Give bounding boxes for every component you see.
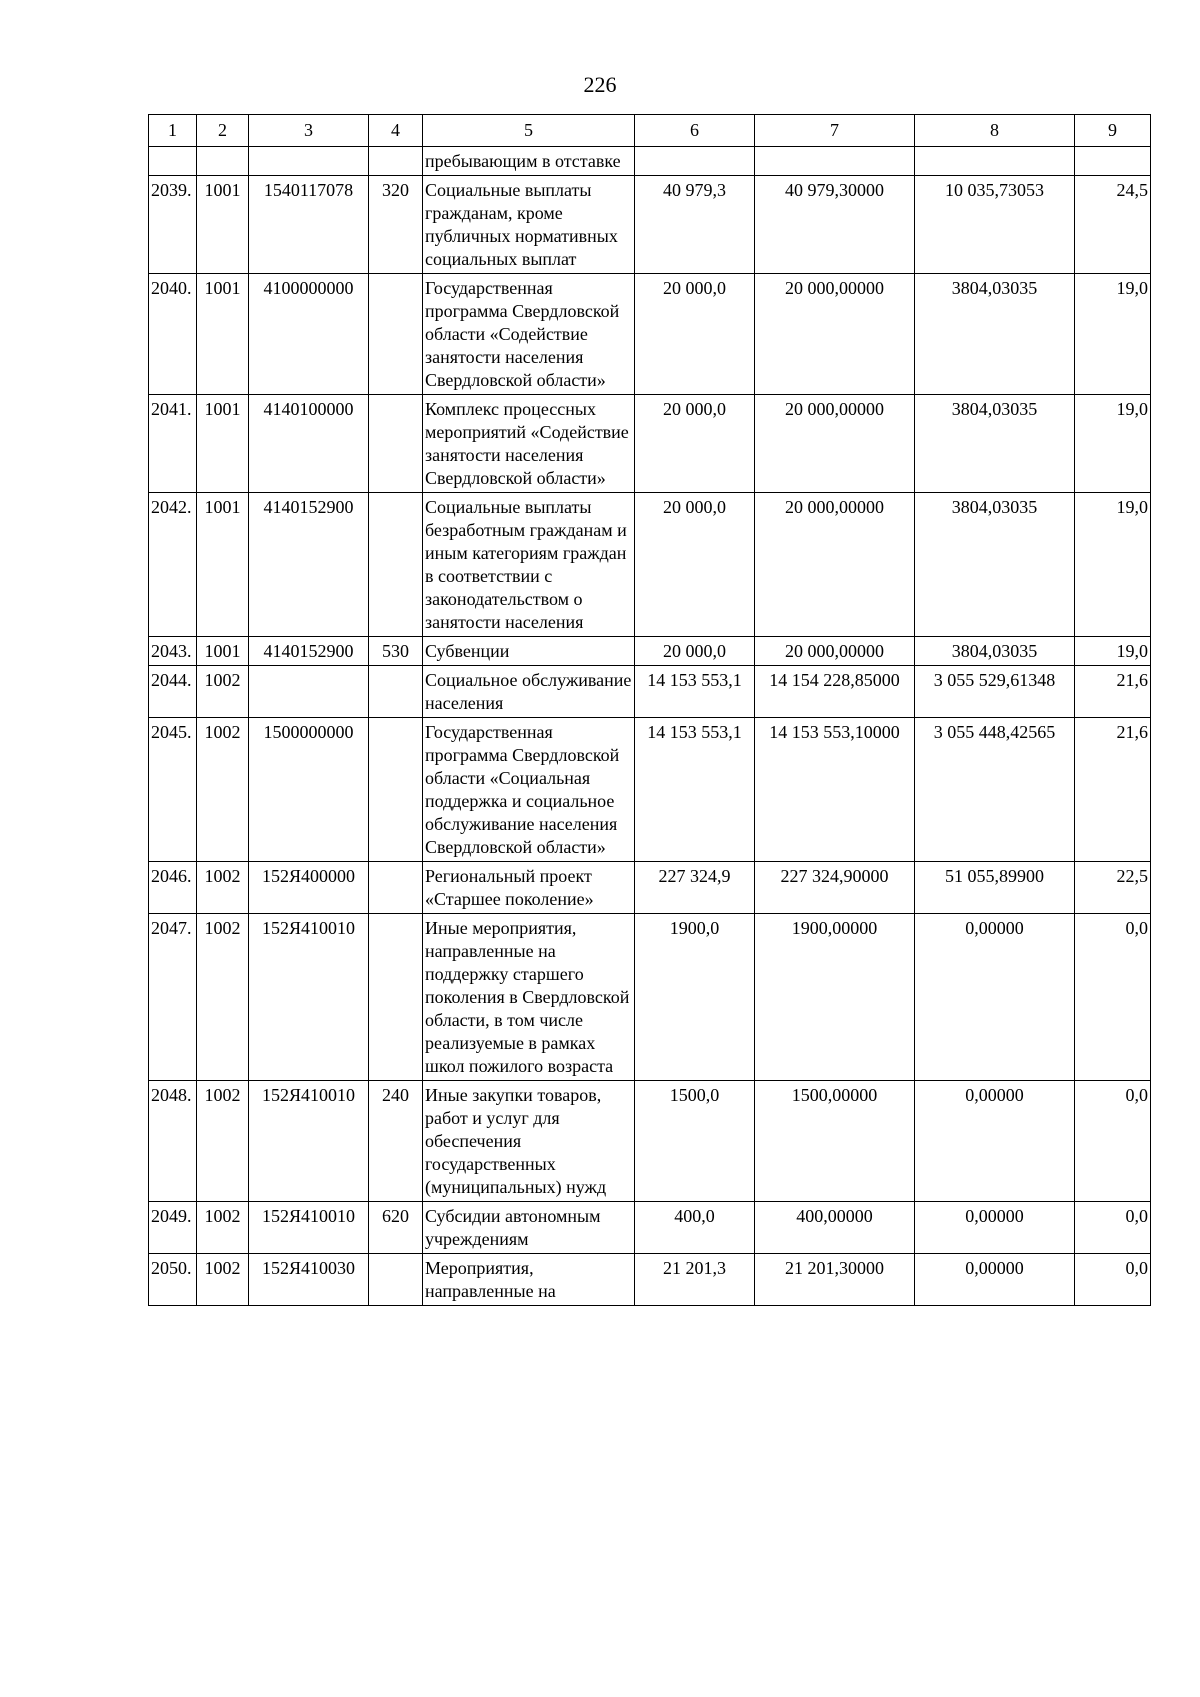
value-col9: 19,0: [1075, 395, 1151, 493]
item-name: Субсидии автономным учреждениям: [423, 1202, 635, 1254]
row-number: 2047.: [149, 914, 197, 1081]
value-col6: [635, 147, 755, 176]
section-code: [197, 147, 249, 176]
value-col7: 1900,00000: [755, 914, 915, 1081]
target-article-code: 152Я410010: [249, 1202, 369, 1254]
expense-type-code: [369, 1254, 423, 1306]
column-header: 8: [915, 115, 1075, 147]
value-col9: 0,0: [1075, 914, 1151, 1081]
value-col7: 14 153 553,10000: [755, 718, 915, 862]
item-name: Иные закупки товаров, работ и услуг для обеспечения государственных (муниципальных) нужд: [423, 1081, 635, 1202]
section-code: 1002: [197, 1081, 249, 1202]
value-col6: 227 324,9: [635, 862, 755, 914]
value-col7: 20 000,00000: [755, 637, 915, 666]
value-col7: 400,00000: [755, 1202, 915, 1254]
expense-type-code: [369, 666, 423, 718]
section-code: 1002: [197, 666, 249, 718]
column-header: 1: [149, 115, 197, 147]
section-code: 1001: [197, 493, 249, 637]
value-col6: 1900,0: [635, 914, 755, 1081]
section-code: 1002: [197, 862, 249, 914]
row-number: 2046.: [149, 862, 197, 914]
row-number: 2039.: [149, 176, 197, 274]
value-col9: 21,6: [1075, 666, 1151, 718]
row-number: 2049.: [149, 1202, 197, 1254]
column-header: 4: [369, 115, 423, 147]
expense-type-code: [369, 914, 423, 1081]
expense-type-code: 620: [369, 1202, 423, 1254]
value-col8: 0,00000: [915, 914, 1075, 1081]
table-row: [149, 1254, 1151, 1306]
row-number: 2044.: [149, 666, 197, 718]
value-col9: 22,5: [1075, 862, 1151, 914]
table-row: [149, 666, 1151, 718]
item-name: Социальные выплаты безработным гражданам и иным категориям граждан в соответствии с законодательством о занятости населения: [423, 493, 635, 637]
value-col8: 3804,03035: [915, 274, 1075, 395]
value-col7: 20 000,00000: [755, 274, 915, 395]
section-code: 1001: [197, 637, 249, 666]
value-col9: [1075, 147, 1151, 176]
table-row: [149, 176, 1151, 274]
value-col9: 24,5: [1075, 176, 1151, 274]
value-col6: 14 153 553,1: [635, 666, 755, 718]
column-header: 6: [635, 115, 755, 147]
target-article-code: 4140152900: [249, 493, 369, 637]
table-row: [149, 637, 1151, 666]
column-header: 7: [755, 115, 915, 147]
table-row: [149, 147, 1151, 176]
column-header: 2: [197, 115, 249, 147]
expense-type-code: 320: [369, 176, 423, 274]
item-name: Мероприятия, направленные на: [423, 1254, 635, 1306]
row-number: 2040.: [149, 274, 197, 395]
table-row: [149, 718, 1151, 862]
table-header-row: [149, 115, 1151, 147]
item-name: Социальное обслуживание населения: [423, 666, 635, 718]
target-article-code: 4100000000: [249, 274, 369, 395]
value-col6: 400,0: [635, 1202, 755, 1254]
column-header: 5: [423, 115, 635, 147]
value-col8: 3 055 448,42565: [915, 718, 1075, 862]
value-col8: 3804,03035: [915, 493, 1075, 637]
target-article-code: 1500000000: [249, 718, 369, 862]
value-col9: 0,0: [1075, 1202, 1151, 1254]
row-number: 2043.: [149, 637, 197, 666]
expense-type-code: 530: [369, 637, 423, 666]
value-col9: 0,0: [1075, 1254, 1151, 1306]
value-col8: 3804,03035: [915, 637, 1075, 666]
item-name: Субвенции: [423, 637, 635, 666]
value-col9: 0,0: [1075, 1081, 1151, 1202]
item-name: пребывающим в отставке: [423, 147, 635, 176]
row-number: 2045.: [149, 718, 197, 862]
item-name: Социальные выплаты гражданам, кроме публичных нормативных социальных выплат: [423, 176, 635, 274]
table-row: [149, 274, 1151, 395]
value-col7: 20 000,00000: [755, 493, 915, 637]
value-col7: [755, 147, 915, 176]
column-header: 9: [1075, 115, 1151, 147]
expense-type-code: [369, 862, 423, 914]
section-code: 1002: [197, 914, 249, 1081]
budget-table: [148, 114, 1151, 1306]
value-col8: 51 055,89900: [915, 862, 1075, 914]
table-row: [149, 493, 1151, 637]
value-col8: 3 055 529,61348: [915, 666, 1075, 718]
table-row: [149, 914, 1151, 1081]
target-article-code: [249, 147, 369, 176]
item-name: Иные мероприятия, направленные на поддержку старшего поколения в Свердловской области, в том числе реализуемые в рамках школ пожилого возраста: [423, 914, 635, 1081]
table-row: [149, 1202, 1151, 1254]
value-col9: 19,0: [1075, 637, 1151, 666]
section-code: 1001: [197, 176, 249, 274]
value-col9: 19,0: [1075, 493, 1151, 637]
target-article-code: [249, 666, 369, 718]
expense-type-code: [369, 718, 423, 862]
value-col8: 0,00000: [915, 1254, 1075, 1306]
value-col8: 3804,03035: [915, 395, 1075, 493]
value-col6: 20 000,0: [635, 395, 755, 493]
value-col8: 0,00000: [915, 1202, 1075, 1254]
target-article-code: 1540117078: [249, 176, 369, 274]
item-name: Региональный проект «Старшее поколение»: [423, 862, 635, 914]
table-row: [149, 862, 1151, 914]
value-col6: 20 000,0: [635, 274, 755, 395]
target-article-code: 152Я410010: [249, 914, 369, 1081]
value-col7: 227 324,90000: [755, 862, 915, 914]
value-col7: 20 000,00000: [755, 395, 915, 493]
target-article-code: 152Я410010: [249, 1081, 369, 1202]
expense-type-code: 240: [369, 1081, 423, 1202]
value-col6: 40 979,3: [635, 176, 755, 274]
item-name: Государственная программа Свердловской области «Социальная поддержка и социальное обслуживание населения Свердловской области»: [423, 718, 635, 862]
target-article-code: 152Я410030: [249, 1254, 369, 1306]
value-col8: [915, 147, 1075, 176]
expense-type-code: [369, 493, 423, 637]
expense-type-code: [369, 147, 423, 176]
value-col6: 21 201,3: [635, 1254, 755, 1306]
section-code: 1001: [197, 274, 249, 395]
item-name: Комплекс процессных мероприятий «Содействие занятости населения Свердловской области»: [423, 395, 635, 493]
value-col9: 19,0: [1075, 274, 1151, 395]
value-col7: 21 201,30000: [755, 1254, 915, 1306]
section-code: 1002: [197, 718, 249, 862]
page-number: 226: [583, 72, 617, 97]
row-number: 2050.: [149, 1254, 197, 1306]
value-col7: 40 979,30000: [755, 176, 915, 274]
section-code: 1001: [197, 395, 249, 493]
value-col9: 21,6: [1075, 718, 1151, 862]
expense-type-code: [369, 395, 423, 493]
target-article-code: 152Я400000: [249, 862, 369, 914]
row-number: 2048.: [149, 1081, 197, 1202]
expense-type-code: [369, 274, 423, 395]
value-col8: 0,00000: [915, 1081, 1075, 1202]
target-article-code: 4140100000: [249, 395, 369, 493]
value-col6: 1500,0: [635, 1081, 755, 1202]
section-code: 1002: [197, 1254, 249, 1306]
value-col6: 20 000,0: [635, 493, 755, 637]
value-col6: 14 153 553,1: [635, 718, 755, 862]
value-col7: 1500,00000: [755, 1081, 915, 1202]
row-number: [149, 147, 197, 176]
value-col7: 14 154 228,85000: [755, 666, 915, 718]
table-row: [149, 395, 1151, 493]
value-col8: 10 035,73053: [915, 176, 1075, 274]
item-name: Государственная программа Свердловской области «Содействие занятости населения Свердловской области»: [423, 274, 635, 395]
table-row: [149, 1081, 1151, 1202]
section-code: 1002: [197, 1202, 249, 1254]
row-number: 2042.: [149, 493, 197, 637]
row-number: 2041.: [149, 395, 197, 493]
value-col6: 20 000,0: [635, 637, 755, 666]
target-article-code: 4140152900: [249, 637, 369, 666]
column-header: 3: [249, 115, 369, 147]
